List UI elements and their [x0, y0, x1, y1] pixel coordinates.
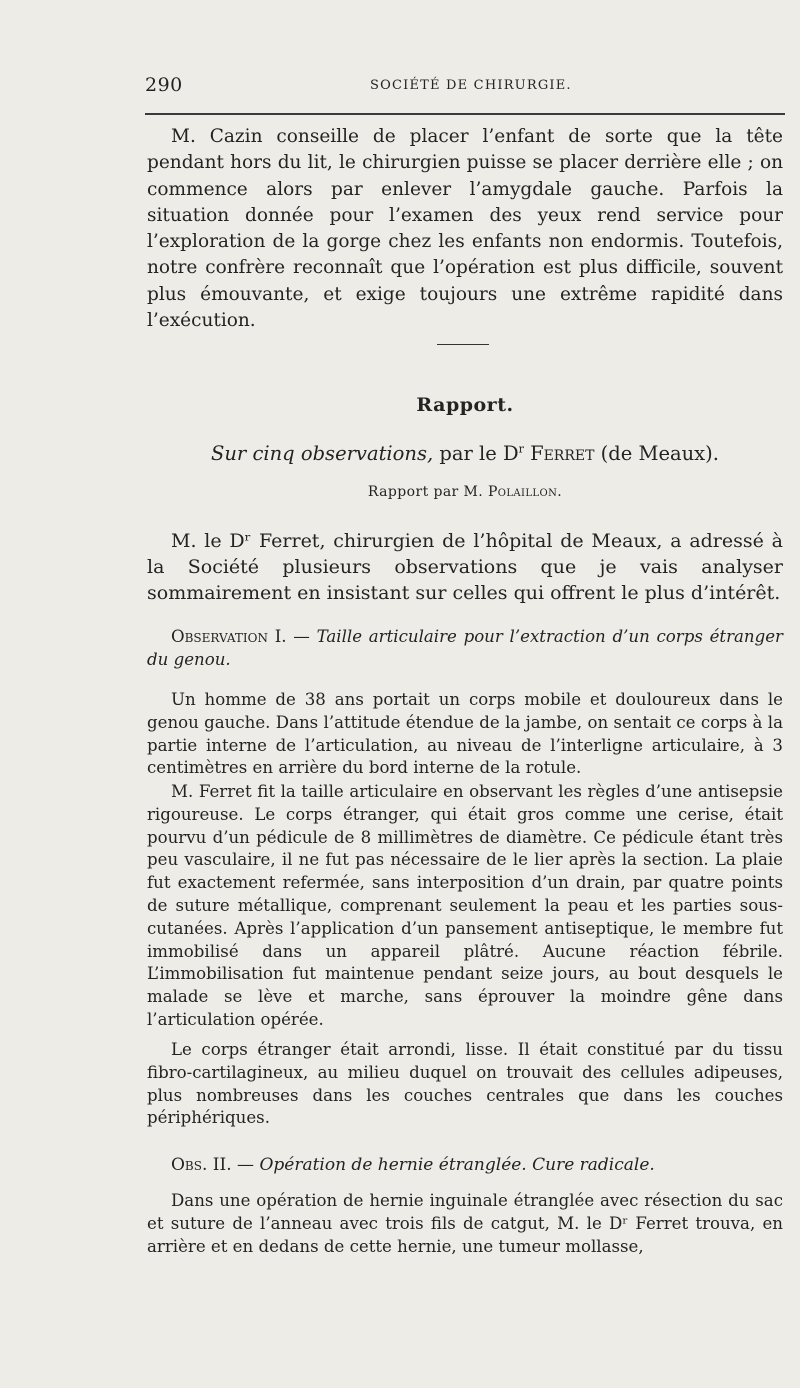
intro-paragraph: M. Cazin conseille de placer l’enfant de sorte que la tête pendant hors du lit, le chirurgien puisse se placer derrière elle ; on commence alors par enlever l’amygdale gauche. Parfois la situation donnée pour l’examen des yeux rend service pour l’exploration de la gorge chez les enfants non endormis. Toutefois, notre confrère reconnaît que l’opération est plus difficile, souvent plus émouvante, et exige toujours une extrême rapidité dans l’exécution. [147, 126, 783, 332]
header-rule [145, 113, 785, 115]
observation-2-paragraph: Dans une opération de hernie inguinale étranglée avec résection du sac et suture de l’anneau avec trois fils de catgut, M. le Dʳ Ferret trouva, en arrière et en dedans de cette hernie, une tumeur mollasse, [147, 1191, 783, 1256]
observation-2-label: Obs. II. [171, 1155, 232, 1175]
observation-1-paragraph-2: M. Ferret fit la taille articulaire en observant les règles d’une antisepsie rigoureuse. Le corps étranger, qui était gros comme une cerise, était pourvu d’un pédicule de 8 millimètres de diamètre. Ce pédicule étant très peu vasculaire, il ne fut pas nécessaire de le lier après la section. La plaie fut exactement refermée, sans interposition d’un drain, par quatre points de suture métallique, comprenant seulement la peau et les parties sous-cutanées. Après l’application d’un pansement antiseptique, le membre fut immobilisé dans un appareil plâtré. Aucune réaction fébrile. L’immobilisation fut maintenue pendant seize jours, au bout desquels le malade se lève et marche, sans éprouver la moindre gêne dans l’articulation opérée. [147, 782, 783, 1029]
running-title: SOCIÉTÉ DE CHIRURGIE. [370, 78, 572, 93]
subtitle-text-a: par le D [433, 442, 519, 465]
observation-1-dash: — [286, 627, 317, 646]
subtitle-italic: Sur cinq observations, [211, 442, 434, 465]
byline-prefix: Rapport par M. [367, 484, 488, 500]
byline-name: Polaillon. [487, 484, 563, 500]
page-header [145, 74, 785, 102]
subtitle-author: Ferret [530, 442, 595, 465]
observation-1-title: Taille articulaire pour l’extraction d’un corps étranger du genou. [147, 627, 783, 669]
observation-1-paragraph-3: Le corps étranger était arrondi, lisse. Il était constitué par du tissu fibro-cartilagineux, au milieu duquel on trouvait des cellules adipeuses, plus nombreuses dans les couches centrales que dans les couches périphériques. [147, 1040, 783, 1128]
observation-1-heading [147, 626, 783, 672]
page-number: 290 [145, 74, 183, 96]
observation-2-title: Opération de hernie étranglée. Cure radicale. [259, 1155, 655, 1175]
byline [147, 484, 783, 500]
section-title: Rapport. [416, 394, 514, 416]
subtitle-sup: r [518, 442, 524, 456]
report-paragraph: M. le Dʳ Ferret, chirurgien de l’hôpital de Meaux, a adressé à la Société plusieurs observations que je vais analyser sommairement en insistant sur celles qui offrent le plus d’intérêt. [147, 530, 783, 604]
report-subtitle [147, 442, 783, 465]
section-separator [437, 344, 489, 345]
observation-1-paragraph-1: Un homme de 38 ans portait un corps mobile et douloureux dans le genou gauche. Dans l’attitude étendue de la jambe, on sentait ce corps à la partie interne de l’articulation, au niveau de l’interligne articulaire, à 3 centimètres en arrière du bord interne de la rotule. [147, 690, 783, 778]
observation-1-label: Observation I. [171, 627, 287, 646]
subtitle-text-b: (de Meaux). [594, 442, 719, 465]
observation-2-heading [147, 1154, 783, 1177]
observation-2-dash: — [231, 1155, 260, 1175]
